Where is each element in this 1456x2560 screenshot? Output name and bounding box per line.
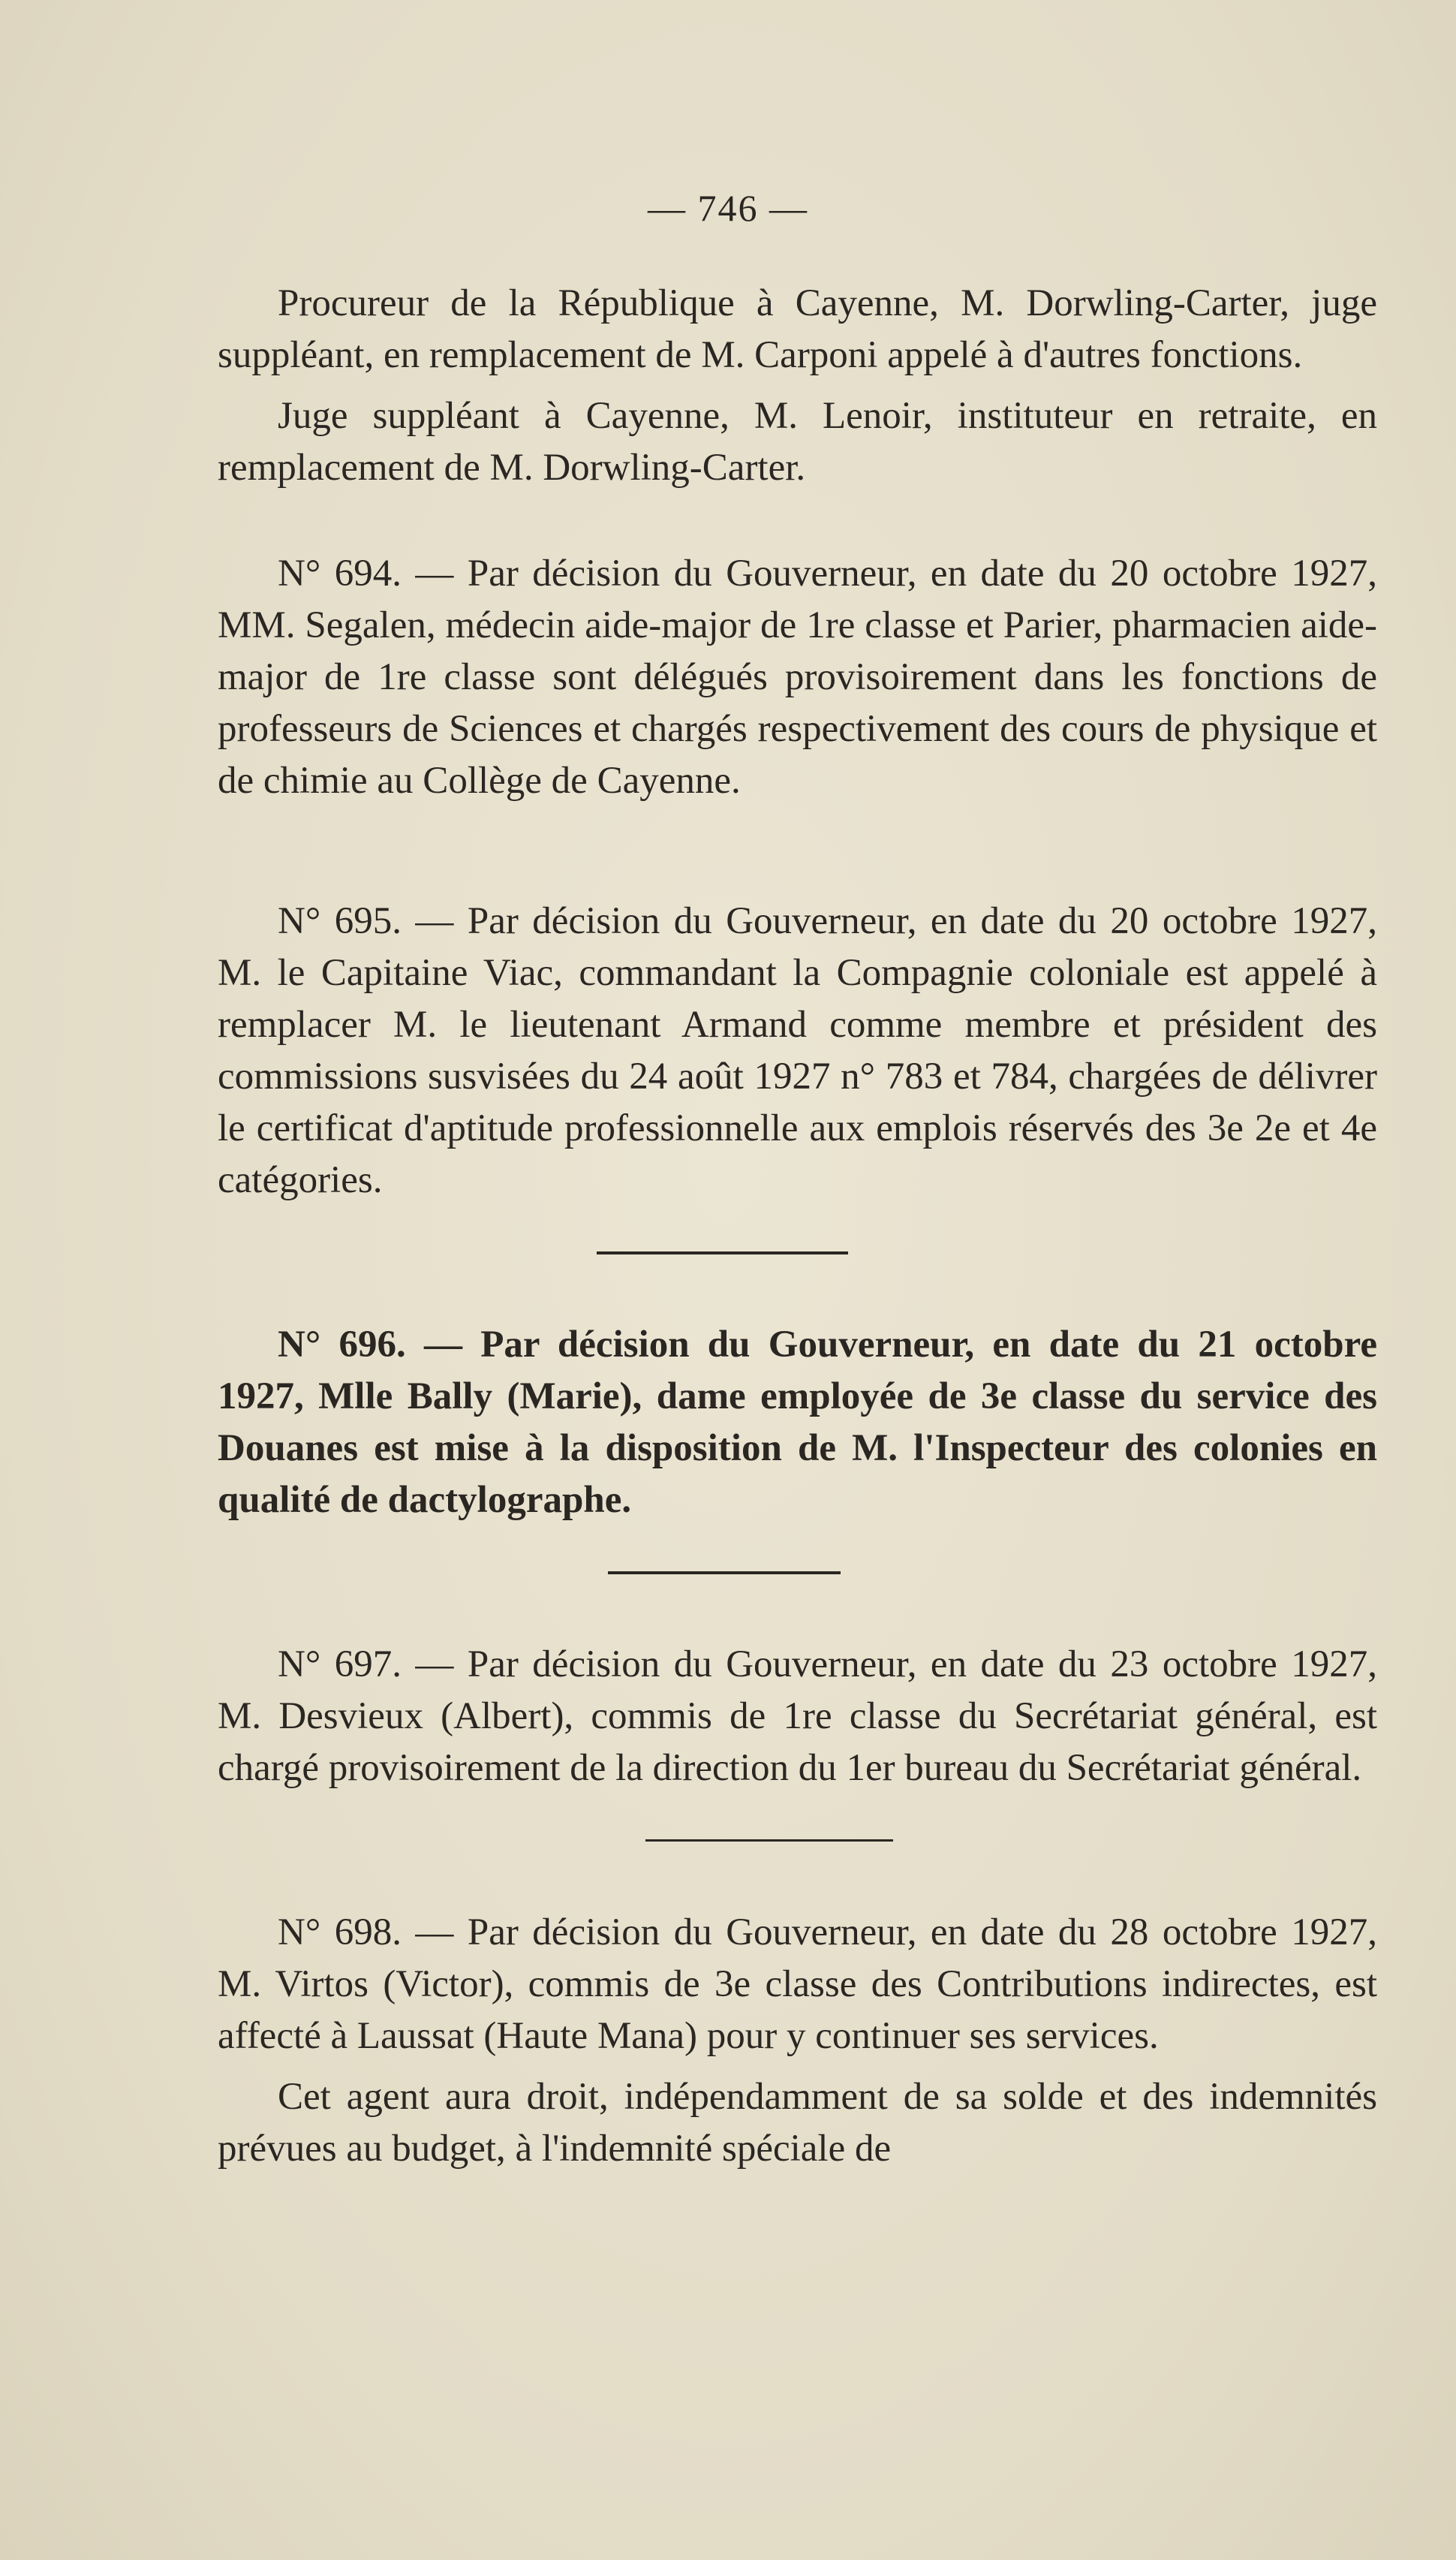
decision-695: N° 695. — Par décision du Gouverneur, en date du 20 octobre 1927, M. le Capitaine Viac, commandant la Compagnie coloniale est appelé à remplacer M. le lieutenant Armand comme membre et président des commissions susvisées du 24 août 1927 n° 783 et 784, chargées de délivrer le certificat d'aptitude professionnelle aux emplois réservés des 3e 2e et 4e catégories. [218, 900, 1377, 1201]
document-body [218, 278, 1377, 2175]
decision-694: N° 694. — Par décision du Gouverneur, en date du 20 octobre 1927, MM. Segalen, médecin aide-major de 1re classe et Parier, pharmacien aide-major de 1re classe sont délégués provisoirement dans les fonctions de professeurs de Sciences et chargés respectivement des cours de physique et de chimie au Collège de Cayenne. [218, 553, 1377, 802]
decision-696: N° 696. — Par décision du Gouverneur, en date du 21 octobre 1927, Mlle Bally (Marie), dame employée de 3e classe du service des Douanes est mise à la disposition de M. l'Inspecteur des colonies en qualité de dactylographe. [218, 1324, 1377, 1521]
paragraph-procureur: Procureur de la République à Cayenne, M. Dorwling-Carter, juge suppléant, en remplacement de M. Carponi appelé à d'autres fonctions. [218, 282, 1377, 376]
decision-698: N° 698. — Par décision du Gouverneur, en date du 28 octobre 1927, M. Virtos (Victor), commis de 3e classe des Contributions indirectes, est affecté à Laussat (Haute Mana) pour y continuer ses services. [218, 1911, 1377, 2057]
page-number: — 746 — [648, 187, 808, 229]
paragraph-indemnite: Cet agent aura droit, indépendamment de sa solde et des indemnités prévues au budget, à l'indemnité spéciale de [218, 2076, 1377, 2170]
decision-697: N° 697. — Par décision du Gouverneur, en date du 23 octobre 1927, M. Desvieux (Albert), commis de 1re classe du Secrétariat général, est chargé provisoirement de la direction du 1er bureau du Secrétariat général. [218, 1643, 1377, 1789]
paragraph-juge-suppleant: Juge suppléant à Cayenne, M. Lenoir, instituteur en retraite, en remplacement de M. Dorwling-Carter. [218, 395, 1377, 489]
